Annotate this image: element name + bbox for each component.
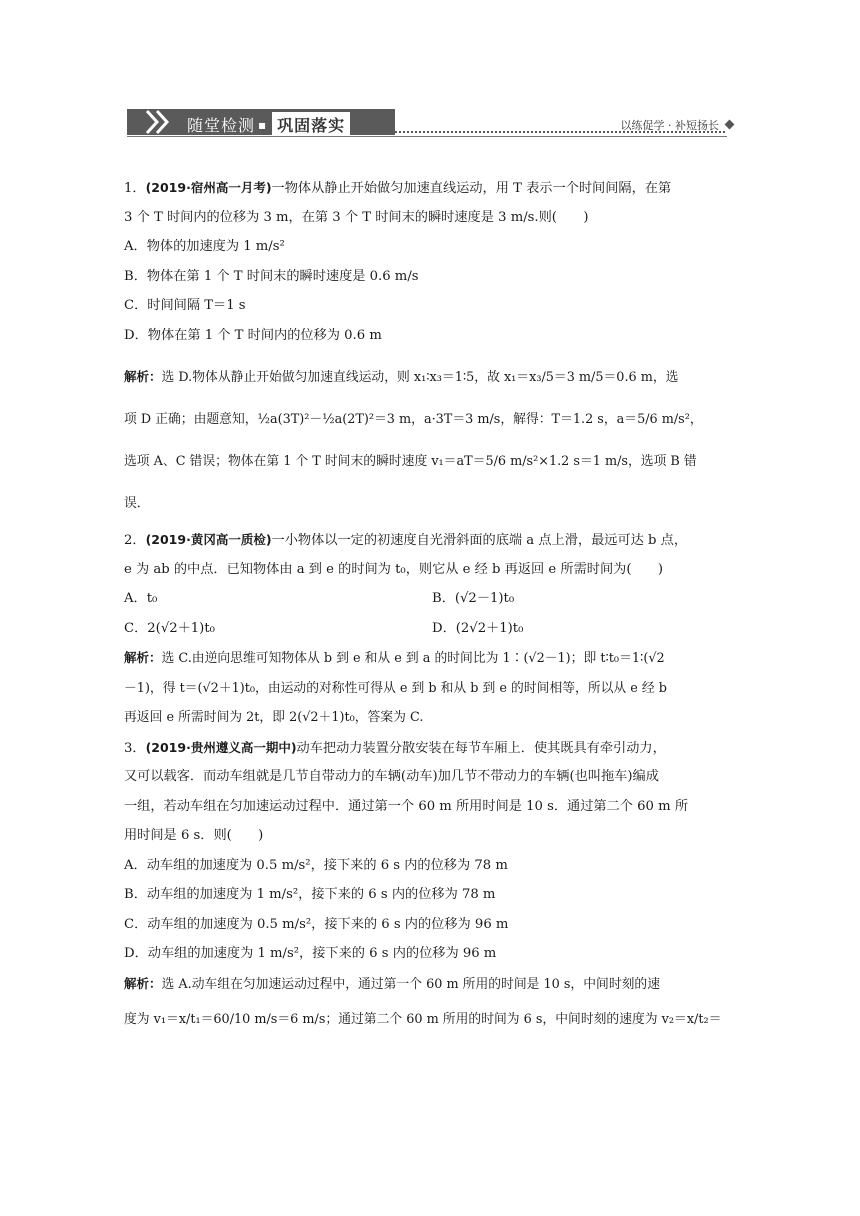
banner-slogan: 以练促学 · 补短扬长 <box>620 119 719 132</box>
question-number: 2． <box>124 533 146 548</box>
options-row <box>124 584 740 614</box>
question-stem <box>124 733 740 763</box>
analysis-text: 选项 A、C 错误；物体在第 1 个 T 时间末的瞬时速度 v₁＝aT＝5/6 m/s²×1.2 s＝1 m/s，选项 B 错 <box>124 454 697 469</box>
analysis-label: 解析： <box>124 369 162 384</box>
stem-text: 用时间是 6 s．则( ) <box>124 828 264 843</box>
analysis-text: 选 D.物体从静止开始做匀加速直线运动，则 x₁∶x₃＝1∶5，故 x₁＝x₃/5＝3 m/5＝0.6 m，选 <box>161 370 679 385</box>
stem-text: e 为 ab 的中点．已知物体由 a 到 e 的时间为 t₀，则它从 e 经 b 再返回 e 所需时间为( ) <box>124 561 664 577</box>
stem-text: 一小物体以一定的初速度自光滑斜面的底端 a 点上滑，最远可达 b 点， <box>271 533 688 548</box>
banner-underline <box>127 136 727 137</box>
option-b: B．(√2－1)t₀ <box>432 591 515 606</box>
question-source: (2019·黄冈高一质检) <box>145 532 272 547</box>
stem-text: 又可以载客．而动车组就是几节自带动力的车辆(动车)加几节不带动力的车辆(也叫拖车)编成 <box>124 769 659 784</box>
stem-text: 一组，若动车组在匀加速运动过程中．通过第一个 60 m 所用时间是 10 s．通过第二个 60 m 所 <box>124 798 689 814</box>
document-body <box>124 173 740 1041</box>
question-source: (2019·贵州遵义高一期中) <box>145 739 297 755</box>
analysis <box>124 356 740 399</box>
option-c: C．动车组的加速度为 0.5 m/s²，接下来的 6 s 内的位移为 96 m <box>124 916 509 932</box>
question-number: 1． <box>124 181 146 196</box>
option-a: A．动车组的加速度为 0.5 m/s²，接下来的 6 s 内的位移为 78 m <box>124 857 508 873</box>
stem-text: 一物体从静止开始做匀加速直线运动，用 T 表示一个时间间隔，在第 <box>271 181 672 196</box>
analysis <box>124 643 740 674</box>
stem-text: 3 个 T 时间内的位移为 3 m，在第 3 个 T 时间末的瞬时速度是 3 m/s.则( ) <box>124 209 589 225</box>
option-a: A．t₀ <box>124 591 158 606</box>
analysis-text: 选 A.动车组在匀加速运动过程中，通过第一个 60 m 所用的时间是 10 s，中间时刻的速 <box>161 976 661 992</box>
banner-subtitle: 巩固落实 <box>272 112 350 137</box>
banner-title-text: 随堂检测 <box>187 116 256 135</box>
options-row <box>124 614 740 644</box>
analysis-text: 选 C.由逆向思维可知物体从 b 到 e 和从 e 到 a 的时间比为 1∶(√2－1)；即 t∶t₀＝1∶(√2 <box>161 651 665 666</box>
diamond-icon <box>725 120 735 130</box>
option-b: B．物体在第 1 个 T 时间末的瞬时速度是 0.6 m/s <box>124 268 419 284</box>
chevron-right-icon <box>145 109 173 135</box>
analysis-text: 误． <box>124 496 150 511</box>
stem-text: 动车把动力装置分散安装在每节车厢上．使其既具有牵引动力， <box>296 740 666 756</box>
analysis-text: 再返回 e 所需时间为 2t，即 2(√2＋1)t₀，答案为 C. <box>124 710 424 725</box>
question-3 <box>124 733 740 1042</box>
question-source: (2019·宿州高一月考) <box>145 180 272 195</box>
option-a: A．物体的加速度为 1 m/s² <box>124 239 285 254</box>
option-d: D．(2√2＋1)t₀ <box>432 620 524 636</box>
question-stem <box>124 173 740 203</box>
analysis-label: 解析： <box>124 650 162 665</box>
option-c: C．2(√2＋1)t₀ <box>124 620 215 636</box>
analysis-label: 解析： <box>124 975 162 991</box>
analysis-text: －1)，得 t＝(√2＋1)t₀，由运动的对称性可得从 e 到 b 和从 b 到 e 的时间相等，所以从 e 经 b <box>124 680 667 696</box>
question-stem <box>124 525 740 555</box>
banner-title: 随堂检测 ▪ 巩固落实 <box>187 112 350 137</box>
option-b: B．动车组的加速度为 1 m/s²，接下来的 6 s 内的位移为 78 m <box>124 887 496 902</box>
option-d: D．物体在第 1 个 T 时间内的位移为 0.6 m <box>124 327 382 343</box>
section-banner <box>127 109 733 143</box>
question-1 <box>124 173 740 525</box>
analysis <box>124 969 740 1000</box>
question-2 <box>124 525 740 733</box>
analysis-text: 度为 v₁＝x/t₁＝60/10 m/s＝6 m/s；通过第二个 60 m 所用的时间为 6 s，中间时刻的速度为 v₂＝x/t₂＝ <box>124 1012 722 1027</box>
option-d: D．动车组的加速度为 1 m/s²，接下来的 6 s 内的位移为 96 m <box>124 946 497 961</box>
option-c: C．时间间隔 T＝1 s <box>124 298 246 313</box>
analysis-text: 项 D 正确；由题意知，½a(3T)²－½a(2T)²＝3 m，a·3T＝3 m/s，解得：T＝1.2 s，a＝5/6 m/s²， <box>124 412 703 427</box>
question-number: 3． <box>124 740 146 756</box>
